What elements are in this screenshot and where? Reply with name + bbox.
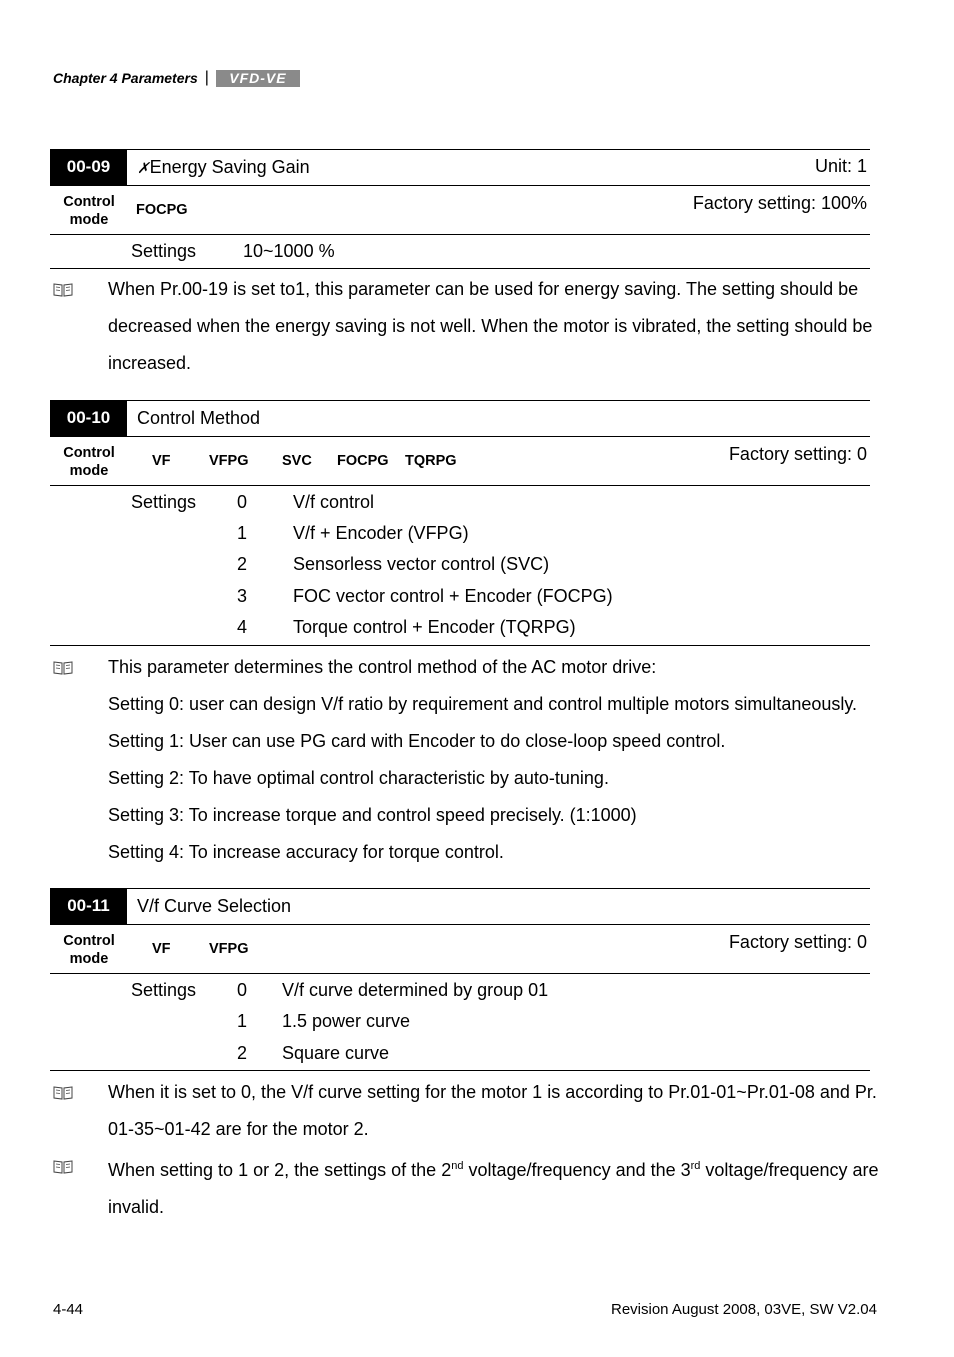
param-title-text: Energy Saving Gain <box>149 157 310 177</box>
mode-focpg: FOCPG <box>136 202 188 218</box>
mode-tqrpg: TQRPG <box>405 453 457 469</box>
book-icon <box>53 1160 73 1174</box>
control-mode-label: Control mode <box>63 194 115 228</box>
mode-vf: VF <box>152 941 171 957</box>
control-mode-row <box>50 437 870 486</box>
param-code: 00-09 <box>50 150 127 185</box>
chapter-title: Chapter 4 Parameters <box>53 70 198 86</box>
note-line: This parameter determines the control method of the AC motor drive: <box>108 657 657 677</box>
control-mode-label: Control mode <box>63 445 115 479</box>
setting-num: 4 <box>237 617 248 637</box>
param-code: 00-11 <box>50 889 127 924</box>
note-text: voltage/frequency and the 3 <box>463 1160 691 1180</box>
setting-num: 2 <box>237 1043 248 1063</box>
param-title: Control Method <box>137 408 261 428</box>
page-header <box>53 68 300 88</box>
control-mode-row <box>50 925 870 974</box>
setting-text: Square curve <box>282 1043 390 1063</box>
vfd-ve-logo: VFD-VE <box>216 70 300 87</box>
note-00-09: When Pr.00-19 is set to1, this parameter can be used for energy saving. The setting should be decreased when the energy saving is not well. When the motor is vibrated, the setting should be increased. <box>108 279 873 373</box>
param-header <box>50 400 870 437</box>
revision-info: Revision August 2008, 03VE, SW V2.04 <box>611 1301 877 1318</box>
param-00-10 <box>50 400 870 646</box>
setting-num: 0 <box>237 492 248 512</box>
param-title: V/f Curve Selection <box>137 896 292 916</box>
param-code: 00-10 <box>50 401 127 436</box>
settings-block <box>50 486 870 646</box>
setting-text: V/f control <box>293 492 375 512</box>
setting-num: 3 <box>237 586 248 606</box>
param-unit: Unit: 1 <box>814 156 867 176</box>
settings-label: Settings <box>131 492 197 512</box>
setting-num: 2 <box>237 554 248 574</box>
setting-text: Sensorless vector control (SVC) <box>293 554 550 574</box>
settings-label: Settings <box>131 241 197 261</box>
param-title <box>137 150 310 186</box>
factory-setting: Factory setting: 0 <box>728 444 867 464</box>
settings-block <box>50 235 870 269</box>
note-line: Setting 0: user can design V/f ratio by requirement and control multiple motors simultaneously. <box>108 694 858 714</box>
control-mode-label: Control mode <box>63 933 115 967</box>
book-icon <box>53 283 73 297</box>
note-line: Setting 2: To have optimal control characteristic by auto-tuning. <box>108 768 609 788</box>
param-00-11 <box>50 888 870 1071</box>
note-line: Setting 1: User can use PG card with Encoder to do close-loop speed control. <box>108 731 726 751</box>
setting-text: V/f + Encoder (VFPG) <box>293 523 469 543</box>
setting-num: 1 <box>237 1011 248 1031</box>
mode-vf: VF <box>152 453 171 469</box>
setting-text: 1.5 power curve <box>282 1011 411 1031</box>
mode-vfpg: VFPG <box>209 453 249 469</box>
mode-svc: SVC <box>282 453 312 469</box>
factory-setting: Factory setting: 0 <box>728 932 867 952</box>
note-text: voltage/frequency are invalid. <box>108 1160 879 1217</box>
control-mode-row <box>50 186 870 235</box>
param-header <box>50 149 870 186</box>
setting-num: 1 <box>237 523 248 543</box>
setting-text: Torque control + Encoder (TQRPG) <box>293 617 576 637</box>
mode-vfpg: VFPG <box>209 941 249 957</box>
book-icon <box>53 1086 73 1100</box>
superscript: nd <box>451 1160 464 1172</box>
writable-mark-icon: ✗ <box>137 160 150 177</box>
superscript: rd <box>690 1160 701 1172</box>
param-00-09 <box>50 149 870 269</box>
param-header <box>50 888 870 925</box>
header-separator: | <box>204 69 209 86</box>
note-00-11-b <box>108 1148 888 1226</box>
setting-num: 0 <box>237 980 248 1000</box>
settings-block <box>50 974 870 1071</box>
note-text: When setting to 1 or 2, the settings of the 2 <box>108 1160 452 1180</box>
settings-value: 10~1000 % <box>243 241 335 261</box>
note-00-10 <box>108 649 888 871</box>
mode-focpg: FOCPG <box>337 453 389 469</box>
note-line: Setting 3: To increase torque and control speed precisely. (1:1000) <box>108 805 637 825</box>
note-line: Setting 4: To increase accuracy for torque control. <box>108 842 504 862</box>
note-00-11-a: When it is set to 0, the V/f curve setting for the motor 1 is according to Pr.01-01~Pr.01-08 and Pr. 01-35~01-42 are for the motor 2. <box>108 1082 877 1139</box>
factory-setting: Factory setting: 100% <box>692 193 867 213</box>
setting-text: FOC vector control + Encoder (FOCPG) <box>293 586 613 606</box>
setting-text: V/f curve determined by group 01 <box>282 980 549 1000</box>
settings-label: Settings <box>131 980 197 1000</box>
book-icon <box>53 661 73 675</box>
page-number: 4-44 <box>53 1301 84 1318</box>
